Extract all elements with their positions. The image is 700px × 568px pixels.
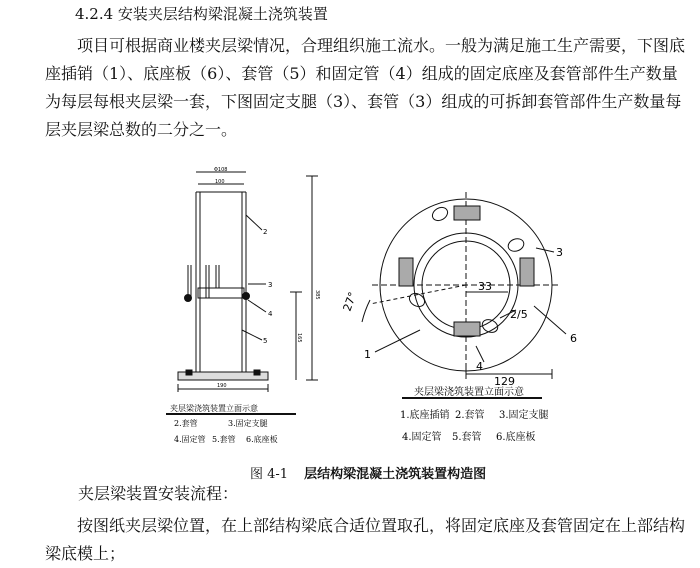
right-callout-4: 4 — [476, 360, 483, 373]
left-legend-item: 3.固定支腿 — [228, 419, 268, 428]
left-callout-4: 4 — [268, 310, 273, 318]
right-callout-6: 6 — [570, 332, 577, 345]
left-legend-item: 6.底座板 — [246, 435, 278, 444]
dim-mid-height: 165 — [296, 333, 302, 343]
left-figure-title: 夹层梁浇筑装置立面示意 — [170, 404, 258, 413]
right-legend-item: 1.底座插销 — [400, 410, 450, 421]
right-callout-1: 1 — [364, 348, 371, 361]
flow-step-1: 按图纸夹层梁位置，在上部结构梁底合适位置取孔，将固定底座及套管固定在上部结构梁底模上； — [45, 516, 686, 563]
right-legend-item: 5.套管 — [452, 432, 482, 443]
left-callout-2: 2 — [263, 228, 268, 236]
right-legend-item: 6.底座板 — [496, 432, 536, 443]
figure-caption-number: 图 4-1 — [250, 467, 289, 482]
right-callout-2-5: 2/5 — [510, 308, 528, 321]
right-figure-title: 夹层梁浇筑装置立面示意 — [414, 387, 524, 398]
figure-caption — [250, 465, 486, 485]
section-heading: 4.2.4 安装夹层结构梁混凝土浇筑装置 — [75, 5, 328, 23]
right-legend-item: 3.固定支腿 — [499, 410, 549, 421]
dim-top-inner: 100 — [215, 179, 225, 185]
right-legend-item: 4.固定管 — [402, 432, 442, 443]
figure-caption-title: 层结构梁混凝土浇筑装置构造图 — [304, 467, 487, 482]
dim-base-width: 190 — [217, 383, 227, 389]
dim-inner: 33 — [478, 280, 492, 293]
left-elevation-drawing — [166, 172, 318, 414]
left-legend-item: 4.固定管 — [174, 435, 206, 444]
left-callout-3: 3 — [268, 281, 273, 289]
left-legend-item: 5.套管 — [212, 435, 236, 444]
right-callout-3: 3 — [556, 246, 563, 259]
left-legend-item: 2.套管 — [174, 419, 198, 428]
left-callout-5: 5 — [263, 337, 268, 345]
right-plan-drawing — [362, 192, 566, 398]
intro-paragraph: 项目可根据商业楼夹层梁情况，合理组织施工流水。一般为满足施工生产需要，下图底座插销（1）、底座板（6）、套管（5）和固定管（4）组成的固定底座及套管部件生产数量为每层每根夹层梁一套，下图固定支腿（3）、套管（3）组成的可拆卸套管部件生产数量每层夹层梁总数的二分之一。 — [45, 36, 686, 139]
dim-angle: 27° — [340, 290, 360, 314]
right-legend-item: 2.套管 — [455, 410, 485, 421]
flow-title: 夹层梁装置安装流程： — [78, 484, 239, 503]
dim-bottom: 129 — [494, 375, 515, 388]
dim-height: 385 — [314, 290, 320, 300]
dim-top-outer: Φ108 — [214, 167, 228, 173]
